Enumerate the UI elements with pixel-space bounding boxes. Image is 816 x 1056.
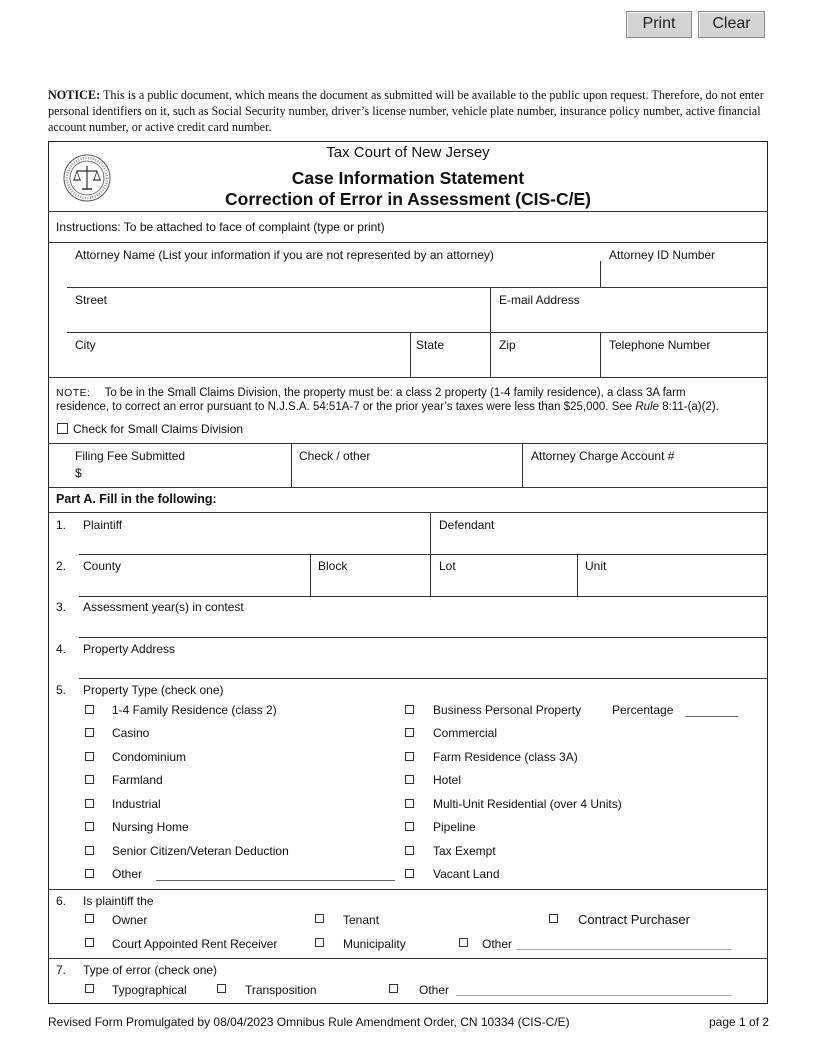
filing-fee-label: Filing Fee Submitted <box>75 449 186 463</box>
prop-right-0: Business Personal Property <box>433 703 582 717</box>
checkbox-prop-left-2[interactable] <box>85 752 94 761</box>
footer-revision: Revised Form Promulgated by 08/04/2023 Omnibus Rule Amendment Order, CN 10334 (CIS-C/E) <box>48 1015 570 1029</box>
error-other-label: Other <box>419 983 450 997</box>
prop-right-7: Vacant Land <box>433 867 500 881</box>
divider <box>48 512 768 513</box>
state-label: State <box>416 338 445 352</box>
divider-v <box>490 332 491 377</box>
prop-left-6: Senior Citizen/Veteran Deduction <box>112 844 289 858</box>
divider-v <box>410 332 411 377</box>
divider <box>79 637 768 638</box>
divider <box>48 889 768 890</box>
attorney-name-label: Attorney Name (List your information if you are not represented by an attorney) <box>75 248 494 262</box>
checkbox-role-other[interactable] <box>459 938 468 947</box>
checkbox-prop-right-6[interactable] <box>405 846 414 855</box>
note-text-a: To be in the Small Claims Division, the property must be: a class 2 property (1-4 family residence), a class 3A farm <box>104 387 686 399</box>
role-other-line[interactable] <box>516 949 732 950</box>
row-number: 2. <box>56 559 67 573</box>
checkbox-prop-left-4[interactable] <box>85 799 94 808</box>
municipality-label: Municipality <box>343 937 406 951</box>
checkbox-tenant[interactable] <box>315 914 324 923</box>
check-other-label: Check / other <box>299 449 371 463</box>
assessment-year-label: Assessment year(s) in contest <box>83 600 244 614</box>
row-number: 1. <box>56 518 67 532</box>
divider-v <box>522 443 523 487</box>
divider <box>79 596 768 597</box>
block-label: Block <box>318 559 348 573</box>
city-label: City <box>75 338 96 352</box>
plaintiff-label: Plaintiff <box>83 518 123 532</box>
checkbox-prop-right-5[interactable] <box>405 822 414 831</box>
divider-v <box>600 332 601 377</box>
divider-v <box>310 554 311 596</box>
row-number: 5. <box>56 683 67 697</box>
contract-purchaser-label: Contract Purchaser <box>578 912 690 927</box>
checkbox-prop-right-2[interactable] <box>405 752 414 761</box>
divider <box>79 554 768 555</box>
property-address-label: Property Address <box>83 642 176 656</box>
prop-left-2: Condominium <box>112 750 187 764</box>
divider <box>48 487 768 488</box>
email-label: E-mail Address <box>499 293 580 307</box>
row-number: 6. <box>56 894 67 908</box>
property-type-label: Property Type (check one) <box>83 683 224 697</box>
checkbox-prop-right-1[interactable] <box>405 728 414 737</box>
checkbox-prop-left-5[interactable] <box>85 822 94 831</box>
county-label: County <box>83 559 122 573</box>
divider-v <box>291 443 292 487</box>
checkbox-prop-left-1[interactable] <box>85 728 94 737</box>
rent-receiver-label: Court Appointed Rent Receiver <box>112 937 278 951</box>
prop-right-1: Commercial <box>433 726 498 740</box>
error-other-line[interactable] <box>456 995 732 996</box>
notice-text: This is a public document, which means the document as submitted will be available to the public upon request. Therefore, do not enter personal identifiers on it, such as Social Security number, driver’s license number, vehicle plate number, insurance policy number, active financial account number, or active credit card number. <box>48 88 764 134</box>
rule-ref: 8:11-(a)(2). <box>659 401 719 413</box>
prop-right-6: Tax Exempt <box>433 844 496 858</box>
form-title <box>48 168 768 210</box>
prop-right-3: Hotel <box>433 773 462 787</box>
checkbox-prop-right-0[interactable] <box>405 705 414 714</box>
percentage-line[interactable] <box>685 716 738 717</box>
divider-v <box>430 512 431 596</box>
prop-left-3: Farmland <box>112 773 163 787</box>
checkbox-prop-right-4[interactable] <box>405 799 414 808</box>
divider-v <box>490 287 491 332</box>
prop-left-1: Casino <box>112 726 150 740</box>
row-number: 4. <box>56 642 67 656</box>
dollar-sign: $ <box>75 466 82 480</box>
divider <box>48 958 768 959</box>
plaintiff-role-label: Is plaintiff the <box>83 894 154 908</box>
role-other-label: Other <box>482 937 513 951</box>
checkbox-prop-left-7[interactable] <box>85 869 94 878</box>
row-number: 3. <box>56 600 67 614</box>
owner-label: Owner <box>112 913 148 927</box>
page-number: page 1 of 2 <box>709 1015 770 1029</box>
percentage-label: Percentage <box>612 703 674 717</box>
telephone-label: Telephone Number <box>609 338 711 352</box>
divider <box>67 332 768 333</box>
checkbox-contract-purchaser[interactable] <box>549 914 558 923</box>
tenant-label: Tenant <box>343 913 380 927</box>
divider <box>48 443 768 444</box>
zip-label: Zip <box>499 338 516 352</box>
defendant-label: Defendant <box>439 518 495 532</box>
divider <box>48 242 768 243</box>
street-label: Street <box>75 293 108 307</box>
notice-label: NOTICE: <box>48 88 101 102</box>
error-type-label: Type of error (check one) <box>83 963 218 977</box>
prop-right-4: Multi-Unit Residential (over 4 Units) <box>433 797 622 811</box>
prop-right-5: Pipeline <box>433 820 476 834</box>
charge-account-label: Attorney Charge Account # <box>531 449 675 463</box>
prop-left-7: Other <box>112 867 143 881</box>
notice <box>48 87 770 135</box>
part-a-heading: Part A. Fill in the following: <box>56 492 217 506</box>
divider <box>79 678 768 679</box>
instructions-text: Instructions: To be attached to face of complaint (type or print) <box>56 220 385 234</box>
prop-left-0: 1-4 Family Residence (class 2) <box>112 703 277 717</box>
attorney-id-label: Attorney ID Number <box>609 248 716 262</box>
checkbox-prop-left-6[interactable] <box>85 846 94 855</box>
transposition-label: Transposition <box>245 983 317 997</box>
checkbox-rent-receiver[interactable] <box>85 938 94 947</box>
lot-label: Lot <box>439 559 456 573</box>
form-title-line1: Case Information Statement <box>291 168 525 188</box>
checkbox-owner[interactable] <box>85 914 94 923</box>
divider <box>67 287 768 288</box>
small-claims-label: Check for Small Claims Division <box>73 422 244 436</box>
court-name: Tax Court of New Jersey <box>326 144 490 161</box>
rule-word: Rule <box>635 401 660 413</box>
note-label: NOTE: <box>56 387 91 399</box>
checkbox-municipality[interactable] <box>315 938 324 947</box>
note-line1 <box>56 387 686 399</box>
checkbox-transposition[interactable] <box>217 984 226 993</box>
checkbox-typographical[interactable] <box>85 984 94 993</box>
prop-left-4: Industrial <box>112 797 161 811</box>
divider-v <box>577 554 578 596</box>
note-text-b: residence, to correct an error pursuant to N.J.S.A. 54:51A-7 or the prior year’s taxes were less than $25,000. See <box>56 401 636 413</box>
checkbox-prop-right-7[interactable] <box>405 869 414 878</box>
prop-right-2: Farm Residence (class 3A) <box>433 750 578 764</box>
checkbox-prop-left-3[interactable] <box>85 775 94 784</box>
checkbox-prop-left-0[interactable] <box>85 705 94 714</box>
print-button[interactable]: Print <box>626 11 692 38</box>
checkbox-error-other[interactable] <box>389 984 398 993</box>
other-property-line[interactable] <box>156 880 395 881</box>
typographical-label: Typographical <box>112 983 187 997</box>
form-title-line2: Correction of Error in Assessment (CIS-C/E) <box>225 189 591 209</box>
note-line2 <box>56 401 719 413</box>
divider <box>48 211 768 212</box>
divider <box>48 377 768 378</box>
unit-label: Unit <box>585 559 607 573</box>
row-number: 7. <box>56 963 67 977</box>
checkbox-prop-right-3[interactable] <box>405 775 414 784</box>
prop-left-5: Nursing Home <box>112 820 189 834</box>
small-claims-checkbox[interactable] <box>57 423 68 434</box>
clear-button[interactable]: Clear <box>698 11 765 38</box>
divider-v <box>600 261 601 287</box>
